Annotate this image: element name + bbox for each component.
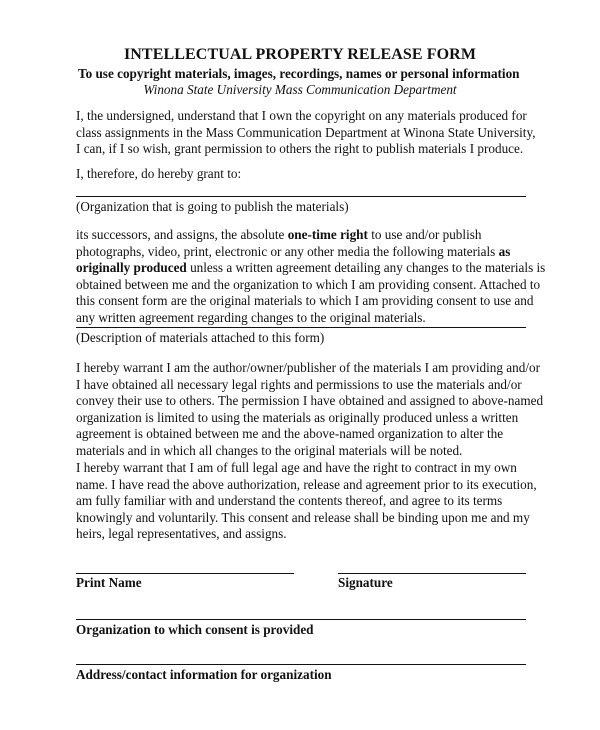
intro-line: I, the undersigned, understand that I own the copyright on any materials produced for — [76, 108, 527, 123]
warrant-line: convey their use to others. The permission I have obtained and assigned to above-named — [76, 393, 544, 408]
warrant-line: am fully familiar with and understand the contents thereof, and agree to its terms — [76, 493, 503, 508]
form-title: INTELLECTUAL PROPERTY RELEASE FORM — [123, 46, 477, 63]
organization-caption: (Organization that is going to publish the materials) — [76, 199, 349, 214]
description-fill-line[interactable] — [76, 327, 526, 328]
organization-consent-line[interactable] — [76, 619, 526, 620]
rights-paragraph — [76, 227, 546, 326]
warrant-line: agreement is obtained between me and the above-named organization to alter the — [76, 426, 504, 441]
print-name-line[interactable] — [76, 573, 294, 574]
form-subtitle: To use copyright materials, images, recordings, names or personal information — [78, 66, 520, 81]
description-caption: (Description of materials attached to this form) — [76, 330, 325, 345]
warrant-line: I have obtained all necessary legal rights and permissions to use the materials and/or — [76, 376, 522, 392]
organization-fill-line[interactable] — [76, 196, 526, 197]
rights-line: this consent form are the original materials to which I am providing consent to use and — [76, 293, 534, 308]
warrant-line: knowingly and voluntarily. This consent and release shall be binding upon me and my — [76, 509, 530, 525]
print-name-label: Print Name — [76, 575, 142, 590]
rights-line: obtained between me and the organization to which I am providing consent. Attached to — [76, 276, 541, 292]
rights-line: photographs, video, print, electronic or any other media the following materials as — [76, 243, 511, 259]
intro-paragraph — [76, 108, 536, 158]
warrant-line: organization is limited to using the materials as originally produced unless a written — [76, 409, 519, 425]
warrant-line: I hereby warrant I am the author/owner/publisher of the materials I am providing and/or — [76, 360, 540, 375]
warrant-paragraph-2 — [76, 460, 537, 543]
rights-line: any written agreement regarding changes to the original materials. — [76, 309, 426, 325]
signature-label: Signature — [338, 575, 393, 590]
warrant-line: I hereby warrant that I am of full legal age and have the right to contract in my own — [76, 460, 517, 475]
address-line[interactable] — [76, 664, 526, 665]
department-name: Winona State University Mass Communication Department — [143, 82, 457, 97]
organization-consent-label: Organization to which consent is provided — [76, 622, 314, 637]
rights-line: originally produced unless a written agreement detailing any changes to the materials is — [76, 260, 546, 275]
warrant-paragraph-1 — [76, 360, 544, 459]
intro-line: class assignments in the Mass Communication Department at Winona State University, — [76, 124, 536, 140]
intro-line: I can, if I so wish, grant permission to others the right to publish materials I produce. — [76, 141, 524, 156]
signature-line[interactable] — [338, 573, 526, 574]
grant-line: I, therefore, do hereby grant to: — [76, 166, 242, 181]
warrant-line: materials and in which all changes to the original materials will be noted. — [76, 442, 463, 458]
rights-line: its successors, and assigns, the absolute one-time right to use and/or publish — [76, 227, 482, 242]
address-label: Address/contact information for organization — [76, 667, 332, 682]
warrant-line: heirs, legal representatives, and assigns. — [76, 526, 287, 541]
warrant-line: name. I have read the above authorization, release and agreement prior to its execution, — [76, 476, 537, 492]
